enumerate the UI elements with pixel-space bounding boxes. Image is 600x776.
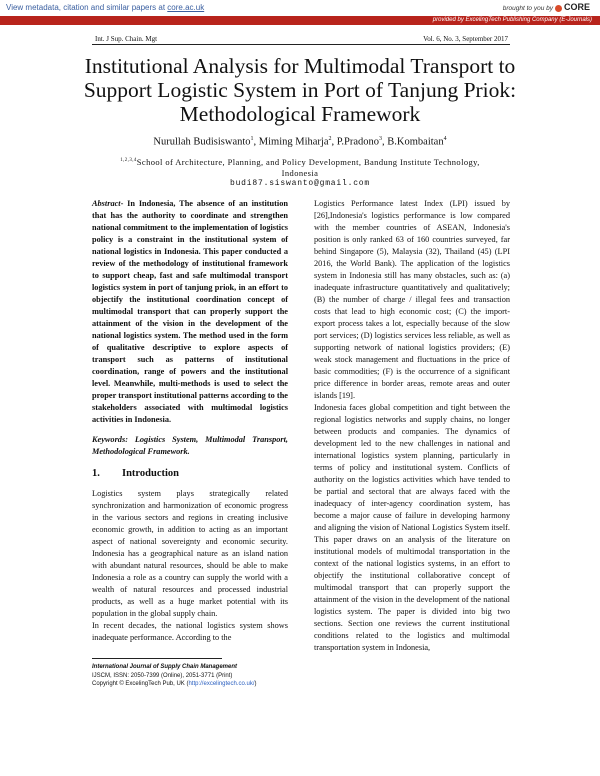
- author-name: Miming Miharja: [258, 136, 329, 148]
- abstract: [92, 198, 288, 426]
- author-name: Nurullah Budisiswanto: [153, 136, 251, 148]
- author-name: P.Pradono: [336, 136, 380, 148]
- affiliation: $^{1,2,3,4}$School of Architecture, Planning, and Policy Development, Bandung Institute Technology, Indonesia: [120, 156, 480, 178]
- author-email: budi87.siswanto@gmail.com: [229, 179, 371, 188]
- core-brand[interactable]: brought to you by CORE: [502, 2, 590, 12]
- paragraph: Indonesia faces global competition and tight between the regional logistics networks and supply chains, no longer between products and companies. The dynamics of development led to the new challenges in national and international logistics system planning, particularly in terms of policy and institutional system. Conflicts of authority on the logistics activities which have tended to be partial and sectoral that are always faced with the inadequacy of inter-agency coordination system, has become a major cause of failure in developing harmony and aligning the vision of National Logistics System itself. This paper draws on an analysis of the literature on institutional models of multimodal transportation in the context of the national logistics systems, in an effort to objectify the institutional collaborative concept of multimodal transport that can properly support the attainment of the vision in the development of the national logistics system. The paper is divided into big two sections. Section one reviews the current institutional conditions related to the logistics and multimodal transportation system in Indonesia,: [314, 403, 510, 652]
- paragraph: In recent decades, the national logistics system shows inadequate performance. According to the: [92, 621, 288, 642]
- core-logo-text: CORE: [563, 2, 590, 12]
- provider-banner: [0, 16, 600, 25]
- provider-text[interactable]: provided by ExcelingTech Publishing Company (E-Journals): [432, 17, 592, 23]
- section-heading: 1. Introduction: [92, 468, 179, 479]
- volume-info: Vol. 6, No. 3, September 2017: [423, 35, 508, 43]
- paper-title: Institutional Analysis for Multimodal Transport to Support Logistic System in Port of Tanjung Priok: Methodological Framework: [83, 54, 517, 126]
- footer-url-link[interactable]: http://excelingtech.co.uk/: [188, 681, 255, 687]
- footer-journal: International Journal of Supply Chain Management: [92, 664, 238, 670]
- author-name: B.Kombaitan: [387, 136, 444, 148]
- abstract-text: - In Indonesia, The absence of an institution that has the authority to coordinate and strengthen national commitment to the implementation of logistics policy is a constraint in the institutional system of national logistics in Indonesia. This paper conducted a review of the methodology of institutional framework to support cheap, fast and safe multimodal transport logistics system in port of tanjung priok, in an effort to objectify the institutional coordination concept of multimodal transport that can properly support the attainment of the vision in the development of the national logistics system. The method used in the form of qualitative descriptive to explore aspects of transport such as patterns of institutional coordination, range of powers and the institutional level. Meanwhile, multi-methods is used to select the proper transport institutional patterns according to the stakeholders associated with multimodal logistics activities in Indonesia.: [92, 199, 288, 424]
- footer-copyright: Copyright © ExcelingTech Pub, UK (http://excelingtech.co.uk/): [92, 681, 257, 687]
- footer: [92, 663, 312, 689]
- core-metadata-link[interactable]: View metadata, citation and similar papers at core.ac.uk: [6, 3, 205, 12]
- core-logo-icon: [555, 5, 562, 12]
- paragraph: Logistics system plays strategically related synchronization and harmonization of economic progress in the various sectors and regions in creating inclusive economic growth, in addition to acting as an important aspect of national sovereignty and economic security. Indonesia has a geographical nature as an island nation with abundant natural resources, should be able to make Indonesia a role as a country can supply the world with a wealth of natural resources and processed industrial products, as well as a huge market potential with its population in the global supply chain.: [92, 489, 288, 618]
- abstract-label: Abstract: [92, 199, 121, 208]
- right-column: [314, 198, 510, 654]
- footer-divider: [92, 658, 222, 659]
- journal-abbreviation: Int. J Sup. Chain. Mgt: [95, 35, 158, 43]
- left-column: [92, 198, 288, 644]
- footer-issn: IJSCM, ISSN: 2050-7399 (Online), 2051-3771 (Print): [92, 672, 233, 679]
- author-list: Nurullah Budisiswanto$^1$, Miming Miharja$^2$, P.Pradono$^3$, B.Kombaitan$^4$: [153, 136, 447, 148]
- paragraph: Logistics Performance latest Index (LPI) issued by [26],Indonesia's logistics performance is low compared with the member countries of ASEAN, Indonesia's position is only ranked 63 of 160 countries surveyed, far behind Singapore (5), Malaysia (32), Thailand (45) (LPI 2016, the World Bank). The application of the logistics system in Indonesia still has many obstacles, such as: (a) inadequate infrastructure quantitatively and qualitatively; (B) the number of charge / illegal fees and transaction costs that lead to high economic cost; (C) the import-export process takes a lot, especially because of the slow port services; (D) logistics services less reliable, as well as supporting network of national logistics providers; (E) weak stock management and fluctuations in the price of basic commodities; (F) is the occurrence of a significant price difference in border areas, remote areas and outer islands [19].: [314, 199, 510, 400]
- core-banner: [0, 0, 600, 14]
- keywords: Keywords: Logistics System, Multimodal Transport, Methodological Framework.: [92, 435, 288, 456]
- header-divider: [92, 44, 510, 45]
